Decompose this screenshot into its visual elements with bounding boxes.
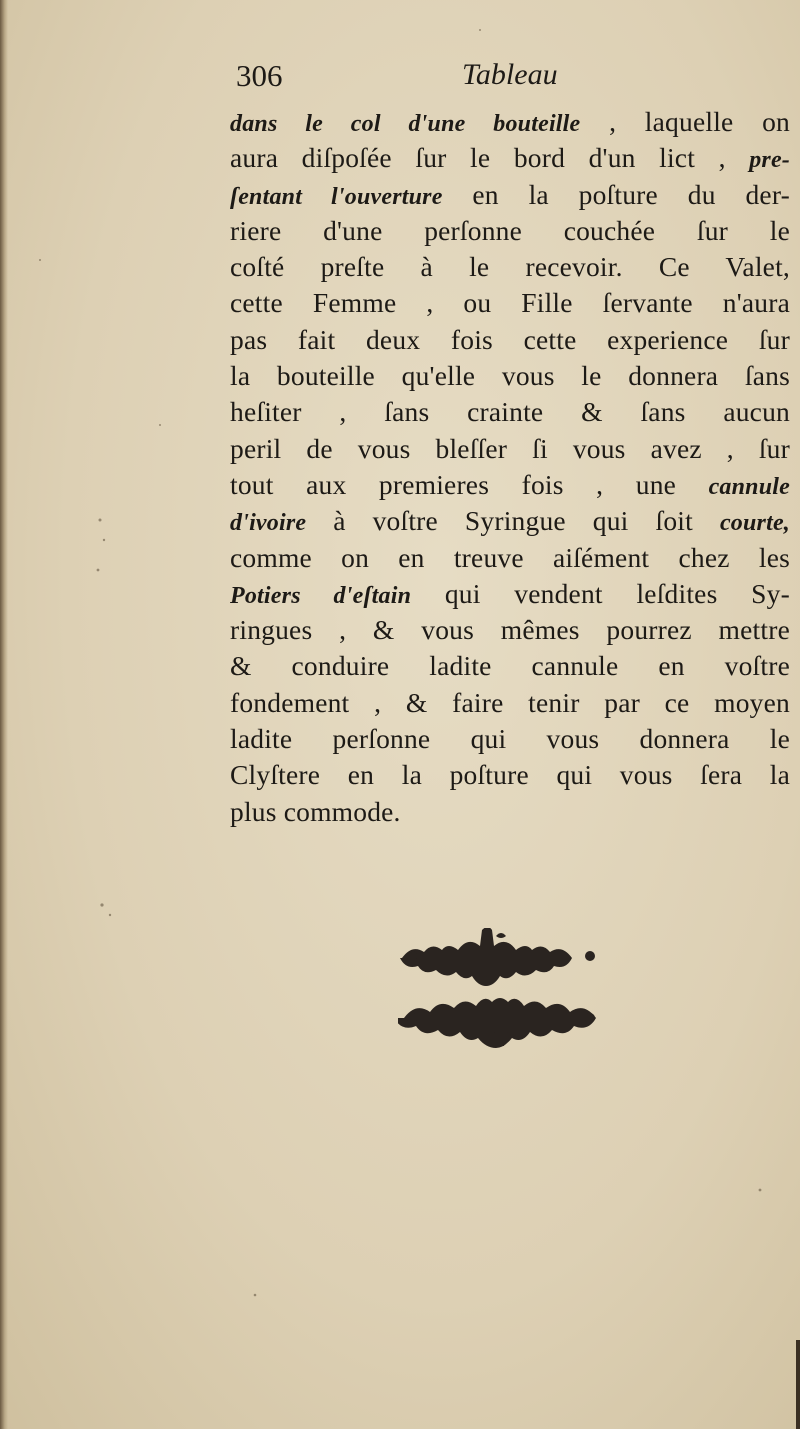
text-span: heſiter , ſans crainte & ſans aucun xyxy=(230,396,790,428)
text-span: qui vendent leſdites Sy- xyxy=(411,577,790,609)
text-span: & conduire ladite cannule en voſtre xyxy=(230,650,790,682)
text-span: ladite perſonne qui vous donnera le xyxy=(230,723,790,755)
text-span: aura diſpoſée ſur le bord d'un lict , xyxy=(230,142,750,174)
italic-text-span: d'ivoire xyxy=(230,510,307,537)
text-span: coſté preſte à le recevoir. Ce Valet, xyxy=(230,251,790,283)
text-span: cette Femme , ou Fille ſervante n'aura xyxy=(230,287,790,319)
text-span: comme on en treuve aiſément chez les xyxy=(230,541,790,573)
italic-text-span: cannule xyxy=(708,473,790,500)
text-span: fondement , & faire tenir par ce moyen xyxy=(230,686,790,718)
text-span: Clyſtere en la poſture qui vous ſera la xyxy=(230,759,790,791)
text-span: pas fait deux fois cette experience ſur xyxy=(230,323,790,355)
italic-text-span: dans le col d'une bouteille xyxy=(230,111,581,137)
text-span: peril de vous bleſſer ſi vous avez , ſur xyxy=(230,432,790,464)
text-span: , laquelle on xyxy=(580,106,790,137)
text-span: en la poſture du der- xyxy=(442,178,790,210)
text-span: plus commode. xyxy=(230,795,401,827)
italic-text-span: pre- xyxy=(749,147,790,174)
italic-text-span: Potiers d'eſtain xyxy=(230,582,412,609)
text-span: riere d'une perſonne couchée ſur le xyxy=(230,214,790,246)
text-span: à voſtre Syringue qui ſoit xyxy=(306,505,720,537)
running-title: Tableau xyxy=(462,58,558,91)
text-span: tout aux premieres fois , une xyxy=(230,468,709,500)
italic-text-span: courte, xyxy=(719,510,790,537)
text-span: la bouteille qu'elle vous le donnera ſans xyxy=(230,360,790,392)
text-span: ringues , & vous mêmes pourrez mettre xyxy=(230,614,790,646)
page-number: 306 xyxy=(236,58,283,93)
italic-text-span: ſentant l'ouverture xyxy=(230,183,443,210)
